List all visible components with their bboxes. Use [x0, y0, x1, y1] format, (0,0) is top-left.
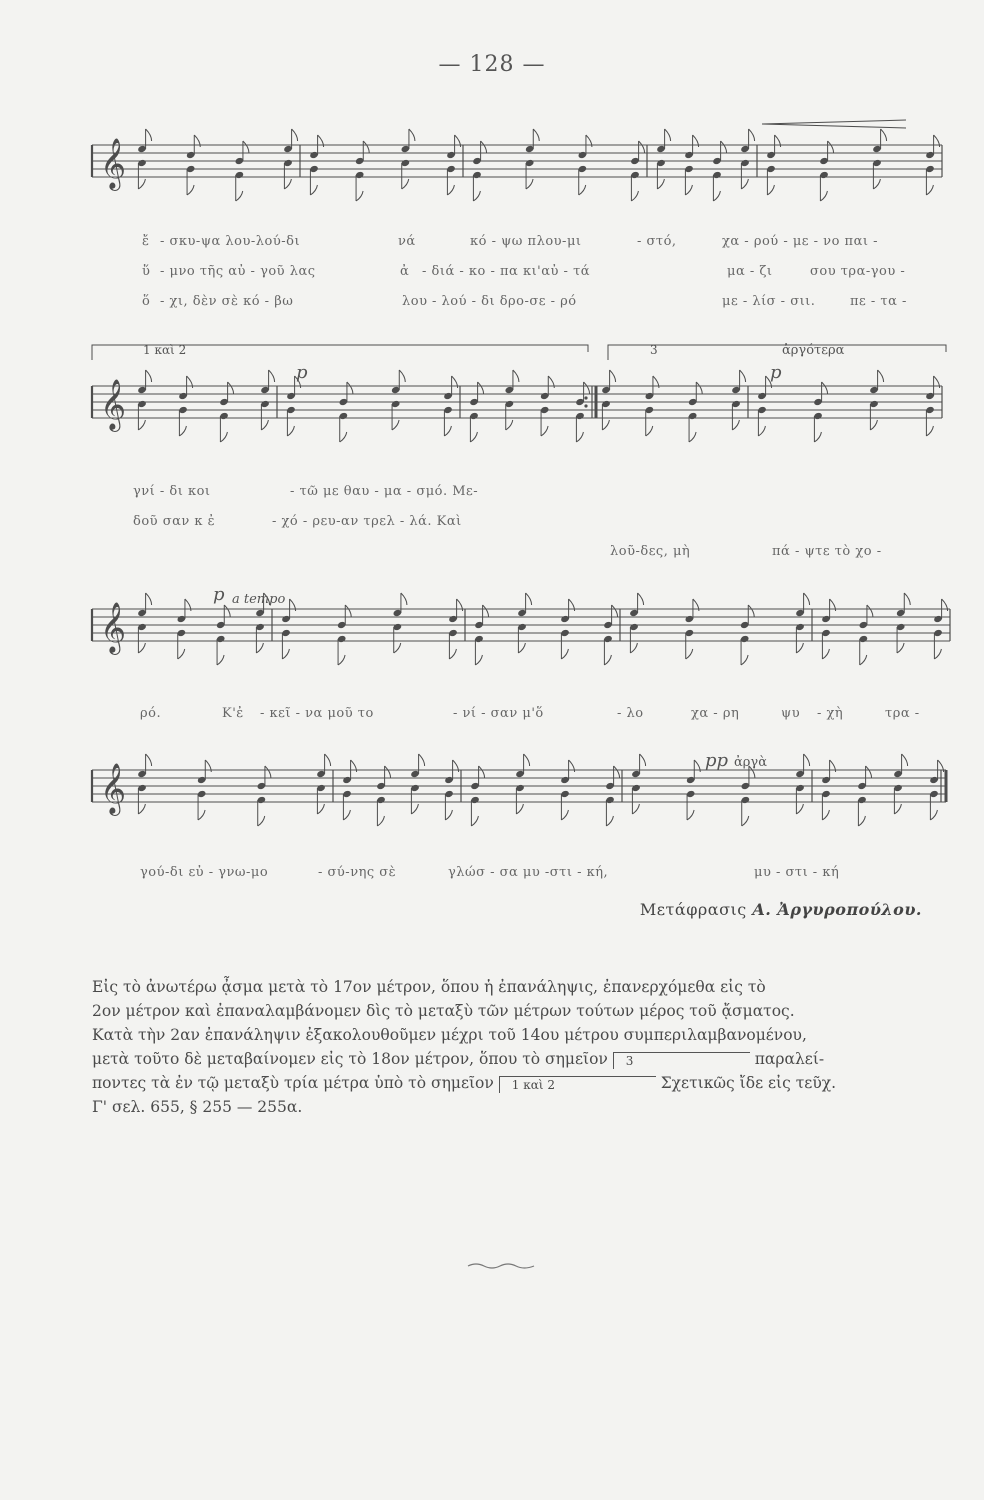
note-flag: [220, 432, 227, 442]
note-flag: [614, 766, 620, 778]
lyric-line: [0, 484, 984, 504]
dynamic-marking: p: [296, 362, 308, 383]
note-flag: [881, 129, 887, 141]
note-flag: [541, 426, 548, 436]
note-flag: [631, 191, 638, 201]
note-flag: [526, 593, 532, 605]
lyric-syllable: - χὴ: [817, 706, 844, 721]
note-flag: [584, 382, 590, 394]
note-flag: [741, 655, 748, 665]
note-flag: [284, 179, 291, 189]
lyric-line: [0, 264, 984, 284]
paragraph-text: ποντες τὰ ἐν τῷ μεταξὺ τρία μέτρα ὑπὸ τὸ σημεῖον: [92, 1074, 494, 1092]
lyric-syllable: ρό.: [140, 706, 162, 721]
note-flag: [518, 643, 525, 653]
note-flag: [748, 605, 754, 617]
lyric-syllable: κό - ψω πλου-μι: [470, 234, 582, 249]
volta-sign-1-2: 1 καὶ 2: [499, 1076, 656, 1093]
paragraph-text: μετὰ τοῦτο δὲ μεταβαίνομεν εἰς τὸ 18ον μέτρον, ὅπου τὸ σημεῖον: [92, 1050, 608, 1068]
lyric-syllable: με - λίσ - σιι.: [722, 294, 816, 309]
tempo-marking: a tempo: [232, 592, 286, 607]
lyric-syllable: - στό,: [637, 234, 677, 249]
paragraph-line: Γ' σελ. 655, § 255 — 255α.: [92, 1098, 303, 1116]
lyric-syllable: - σκυ-ψα λου-λού-δι: [160, 234, 301, 249]
note-flag: [347, 382, 353, 394]
lyric-syllable: λου: [402, 294, 428, 309]
note-flag: [870, 420, 877, 430]
lyric-syllable: - λο: [617, 706, 644, 721]
note-flag: [814, 432, 821, 442]
note-flag: [399, 370, 405, 382]
note-flag: [686, 649, 693, 659]
lyric-syllable: γνί - δι κοι: [133, 484, 211, 499]
note-flag: [822, 382, 828, 394]
note-flag: [338, 655, 345, 665]
note-flag: [604, 655, 611, 665]
note-flag: [269, 370, 275, 382]
note-flag: [606, 816, 613, 826]
note-flag: [513, 370, 519, 382]
lyric-syllable: ψυ: [781, 706, 801, 721]
note-flag: [767, 185, 774, 195]
volta-sign-3: 3: [613, 1052, 750, 1069]
note-flag: [363, 141, 369, 153]
note-flag: [696, 382, 702, 394]
note-flag: [646, 426, 653, 436]
note-flag: [470, 432, 477, 442]
note-flag: [411, 804, 418, 814]
note-flag: [265, 766, 271, 778]
note-flag: [732, 420, 739, 430]
lyric-syllable: - λού - δι δρο-σε - ρό: [432, 294, 577, 309]
note-flag: [178, 649, 185, 659]
lyric-syllable: - σύ-νης σὲ: [318, 865, 397, 880]
explanatory-paragraph: [92, 975, 968, 1119]
lyric-syllable: ἔ: [142, 234, 150, 249]
note-flag: [576, 432, 583, 442]
paragraph-line: [92, 1047, 968, 1071]
note-flag: [394, 643, 401, 653]
lyric-syllable: σου τρα-γου -: [810, 264, 906, 279]
lyric-syllable: ὅ: [142, 294, 151, 309]
note-flag: [858, 816, 865, 826]
note-flag: [317, 804, 324, 814]
treble-clef-icon: 𝄞: [100, 763, 127, 814]
paragraph-line: 2ον μέτρον καὶ ἐπαναλαμβάνομεν δὶς τὸ μεταξὺ τῶν μέτρων τούτων μέρος τοῦ ᾄσματος.: [92, 1002, 795, 1020]
volta-2-label: 3: [650, 343, 658, 357]
lyric-syllable: - διά - κο - πα κι'αὐ - τά: [422, 264, 591, 279]
treble-clef-icon: 𝄞: [100, 138, 127, 189]
lyric-syllable: - χι, δὲν σὲ κό - βω: [160, 294, 294, 309]
note-flag: [471, 816, 478, 826]
lyric-syllable: - νί - σαν μ'ὅ: [453, 706, 544, 721]
note-flag: [902, 754, 908, 766]
note-flag: [447, 185, 454, 195]
volta-1-label: 1 καὶ 2: [143, 343, 187, 357]
note-flag: [481, 141, 487, 153]
lyric-syllable: χα - ρη: [691, 706, 740, 721]
treble-clef-icon: 𝄞: [100, 602, 127, 653]
note-flag: [926, 185, 933, 195]
note-flag: [632, 804, 639, 814]
note-flag: [282, 649, 289, 659]
note-flag: [804, 754, 810, 766]
lyric-syllable: χα - ρού - με - νο παι -: [722, 234, 878, 249]
note-flag: [721, 141, 727, 153]
note-flag: [930, 810, 937, 820]
treble-clef-icon: 𝄞: [100, 379, 127, 430]
note-flag: [445, 810, 452, 820]
note-flag: [516, 804, 523, 814]
note-flag: [689, 432, 696, 442]
tempo-marking: ἀργότερα: [782, 343, 845, 358]
note-flag: [640, 754, 646, 766]
note-flag: [419, 754, 425, 766]
lyric-syllable: τρα -: [885, 706, 920, 721]
paragraph-text: Σχετικῶς ἴδε εἰς τεῦχ.: [660, 1074, 837, 1092]
note-flag: [483, 605, 489, 617]
note-flag: [749, 129, 755, 141]
note-flag: [713, 191, 720, 201]
lyric-syllable: πά - ψτε τὸ χο -: [772, 544, 882, 559]
volta-bracket-2: [608, 345, 946, 360]
paragraph-text: παραλεί-: [754, 1050, 825, 1068]
note-flag: [146, 593, 152, 605]
note-flag: [356, 191, 363, 201]
note-flag: [475, 655, 482, 665]
note-flag: [402, 179, 409, 189]
translation-credit: [640, 900, 922, 919]
note-flag: [533, 129, 539, 141]
lyric-line: [0, 544, 984, 564]
note-flag: [926, 426, 933, 436]
lyric-syllable: ἀ: [400, 264, 410, 279]
note-flag: [820, 191, 827, 201]
lyric-syllable: δοῦ σαν κ ἐ: [133, 514, 216, 529]
end-ornament: [466, 1262, 536, 1270]
lyric-syllable: - μνο τῆς αὐ - γοῦ λας: [160, 264, 316, 279]
note-flag: [377, 816, 384, 826]
translator-name: Α. Ἀργυροπούλου.: [752, 900, 922, 919]
note-flag: [479, 766, 485, 778]
note-flag: [385, 766, 391, 778]
note-flag: [878, 370, 884, 382]
note-flag: [261, 420, 268, 430]
paragraph-line: Εἰς τὸ ἀνωτέρω ᾆσμα μετὰ τὸ 17ον μέτρον, ὅπου ἡ ἐπανάληψις, ἐπανερχόμεθα εἰς τὸ: [92, 978, 766, 996]
dynamic-marking: p: [213, 584, 225, 605]
note-flag: [638, 593, 644, 605]
note-flag: [473, 191, 480, 201]
note-flag: [579, 185, 586, 195]
lyric-line: [0, 865, 984, 885]
repeat-dot: [584, 404, 587, 407]
note-flag: [345, 605, 351, 617]
note-flag: [561, 810, 568, 820]
note-flag: [138, 420, 145, 430]
note-flag: [198, 810, 205, 820]
lyric-syllable: - τῶ με θαυ - μα - σμό. Με-: [290, 484, 479, 499]
note-flag: [740, 370, 746, 382]
note-flag: [138, 804, 145, 814]
note-flag: [146, 754, 152, 766]
lyric-line: [0, 706, 984, 726]
note-flag: [860, 655, 867, 665]
tempo-marking: ἀργὰ: [734, 755, 767, 770]
note-flag: [228, 382, 234, 394]
lyric-line: [0, 234, 984, 254]
note-flag: [256, 643, 263, 653]
lyric-syllable: Κ'ἐ: [222, 706, 244, 721]
dynamic-marking: pp: [705, 750, 729, 771]
note-flag: [217, 655, 224, 665]
note-flag: [310, 185, 317, 195]
note-flag: [657, 179, 664, 189]
note-flag: [146, 370, 152, 382]
note-flag: [639, 141, 645, 153]
note-flag: [742, 816, 749, 826]
note-flag: [409, 129, 415, 141]
lyric-syllable: μα - ζι: [727, 264, 773, 279]
paragraph-line: [92, 1071, 968, 1095]
note-flag: [292, 129, 298, 141]
credit-prefix: Μετάφρασις: [639, 900, 747, 919]
note-flag: [796, 804, 803, 814]
note-flag: [392, 420, 399, 430]
note-flag: [506, 420, 513, 430]
note-flag: [685, 185, 692, 195]
note-flag: [444, 426, 451, 436]
note-flag: [258, 816, 265, 826]
note-flag: [243, 141, 249, 153]
lyric-line: [0, 294, 984, 314]
note-flag: [602, 420, 609, 430]
note-flag: [804, 593, 810, 605]
note-flag: [867, 605, 873, 617]
lyric-syllable: - χό - ρευ-αν τρελ - λά. Καὶ: [272, 514, 462, 529]
note-flag: [340, 432, 347, 442]
note-flag: [897, 643, 904, 653]
repeat-dot: [584, 396, 587, 399]
note-flag: [343, 810, 350, 820]
note-flag: [904, 593, 910, 605]
note-flag: [894, 804, 901, 814]
decrescendo-hairpin: [762, 120, 906, 128]
lyric-line: [0, 514, 984, 534]
note-flag: [873, 179, 880, 189]
note-flag: [325, 754, 331, 766]
note-flag: [187, 185, 194, 195]
lyric-syllable: γλώσ - σα μυ -στι - κή,: [448, 865, 609, 880]
note-flag: [224, 605, 230, 617]
note-flag: [138, 643, 145, 653]
note-flag: [610, 370, 616, 382]
note-flag: [796, 643, 803, 653]
note-flag: [822, 810, 829, 820]
note-flag: [526, 179, 533, 189]
paragraph-line: Κατὰ τὴν 2αν ἐπανάληψιν ἐξακολουθοῦμεν μέχρι τοῦ 14ου μέτρου συμπεριλαμβανομένου,: [92, 1026, 807, 1044]
note-flag: [934, 649, 941, 659]
note-flag: [866, 766, 872, 778]
lyric-syllable: νά: [398, 234, 416, 249]
lyric-syllable: λοῦ-δες, μὴ: [610, 544, 691, 559]
note-flag: [236, 191, 243, 201]
note-flag: [822, 649, 829, 659]
note-flag: [561, 649, 568, 659]
lyric-syllable: γού-δι εὐ - γνω-μο: [140, 865, 269, 880]
lyric-syllable: ὕ: [142, 264, 151, 279]
note-flag: [524, 754, 530, 766]
note-flag: [478, 382, 484, 394]
note-flag: [687, 810, 694, 820]
note-flag: [612, 605, 618, 617]
note-flag: [741, 179, 748, 189]
note-flag: [449, 649, 456, 659]
page-number: — 128 —: [438, 52, 546, 77]
lyric-syllable: πε - τα -: [850, 294, 907, 309]
note-flag: [179, 426, 186, 436]
note-flag: [401, 593, 407, 605]
note-flag: [665, 129, 671, 141]
note-flag: [630, 643, 637, 653]
note-flag: [138, 179, 145, 189]
note-flag: [828, 141, 834, 153]
note-flag: [287, 426, 294, 436]
dynamic-marking: p: [770, 362, 782, 383]
lyric-syllable: - κεῖ - να μοῦ το: [260, 706, 374, 721]
note-flag: [146, 129, 152, 141]
lyric-syllable: μυ - στι - κή: [754, 865, 840, 880]
note-flag: [758, 426, 765, 436]
